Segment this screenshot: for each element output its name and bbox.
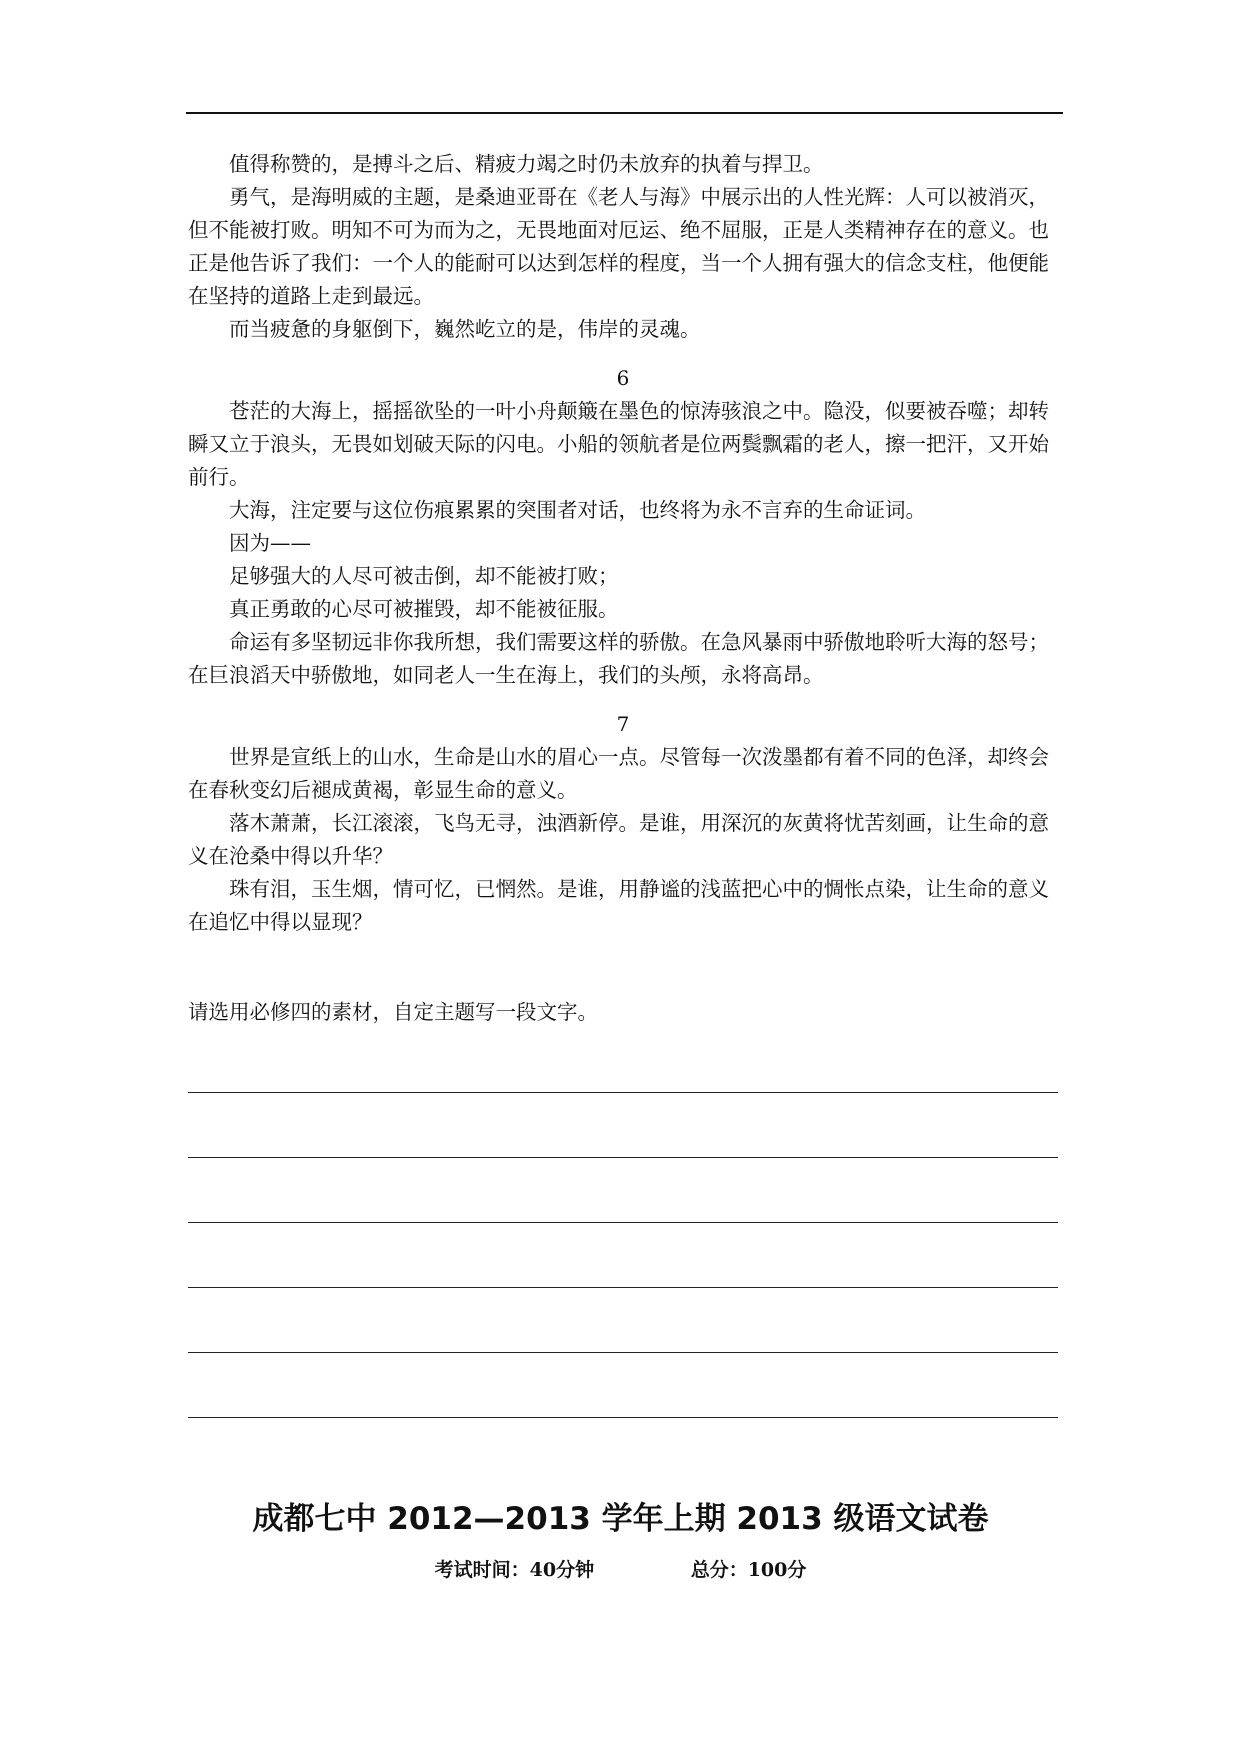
passage-content [188,148,1058,939]
answer-line[interactable] [188,1352,1058,1353]
passage-6-paragraph: 因为—— [229,531,311,555]
passage-6-paragraph: 真正勇敢的心尽可被摧毁，却不能被征服。 [229,597,619,621]
passage-7-paragraph: 落木萧萧，长江滚滚，飞鸟无寻，浊酒新停。是谁，用深沉的灰黄将忧苦刻画，让生命的意义在沧桑中得以升华？ [188,811,1049,868]
passage-6-paragraph: 大海，注定要与这位伤痕累累的突围者对话，也终将为永不言弃的生命证词。 [229,498,926,522]
answer-line[interactable] [188,1417,1058,1418]
passage-5-paragraph: 而当疲惫的身躯倒下，巍然屹立的是，伟岸的灵魂。 [229,317,701,341]
answer-line[interactable] [188,1287,1058,1288]
passage-6-paragraph: 足够强大的人尽可被击倒，却不能被打败； [229,564,619,588]
passage-5-paragraph: 勇气，是海明威的主题，是桑迪亚哥在《老人与海》中展示出的人性光辉：人可以被消灭，但不能被打败。明知不可为而为之，无畏地面对厄运、绝不屈服，正是人类精神存在的意义。也正是他告诉了我们：一个人的能耐可以达到怎样的程度，当一个人拥有强大的信念支柱，他便能在坚持的道路上走到最远。 [188,185,1049,308]
exam-title: 成都七中 2012—2013 学年上期 2013 级语文试卷 [252,1501,989,1537]
passage-6-number: 6 [616,366,630,390]
answer-line[interactable] [188,1222,1058,1223]
passage-7-paragraph: 珠有泪，玉生烟，情可忆，已惘然。是谁，用静谧的浅蓝把心中的惆怅点染，让生命的意义在追忆中得以显现？ [188,877,1049,934]
exam-meta [0,1555,1241,1585]
header-rule [186,112,1063,114]
passage-6-paragraph: 命运有多坚韧远非你我所想，我们需要这样的骄傲。在急风暴雨中骄傲地聆听大海的怒号；在巨浪滔天中骄傲地，如同老人一生在海上，我们的头颅，永将高昂。 [188,630,1049,687]
exam-time: 考试时间：40分钟 [434,1559,595,1581]
passage-5-paragraph: 值得称赞的，是搏斗之后、精疲力竭之时仍未放弃的执着与捍卫。 [229,152,824,176]
passage-7-paragraph: 世界是宣纸上的山水，生命是山水的眉心一点。尽管每一次泼墨都有着不同的色泽，却终会在春秋变幻后褪成黄褐，彰显生命的意义。 [188,745,1049,802]
answer-line[interactable] [188,1092,1058,1093]
answer-line[interactable] [188,1157,1058,1158]
exam-total-score: 总分：100分 [690,1559,807,1581]
passage-6-paragraph: 苍茫的大海上，摇摇欲坠的一叶小舟颠簸在墨色的惊涛骇浪之中。隐没，似要被吞噬；却转瞬又立于浪头，无畏如划破天际的闪电。小船的领航者是位两鬓飘霜的老人，擦一把汗，又开始前行。 [188,399,1049,489]
passage-7-number: 7 [616,712,630,736]
writing-prompt: 请选用必修四的素材，自定主题写一段文字。 [188,1000,598,1024]
